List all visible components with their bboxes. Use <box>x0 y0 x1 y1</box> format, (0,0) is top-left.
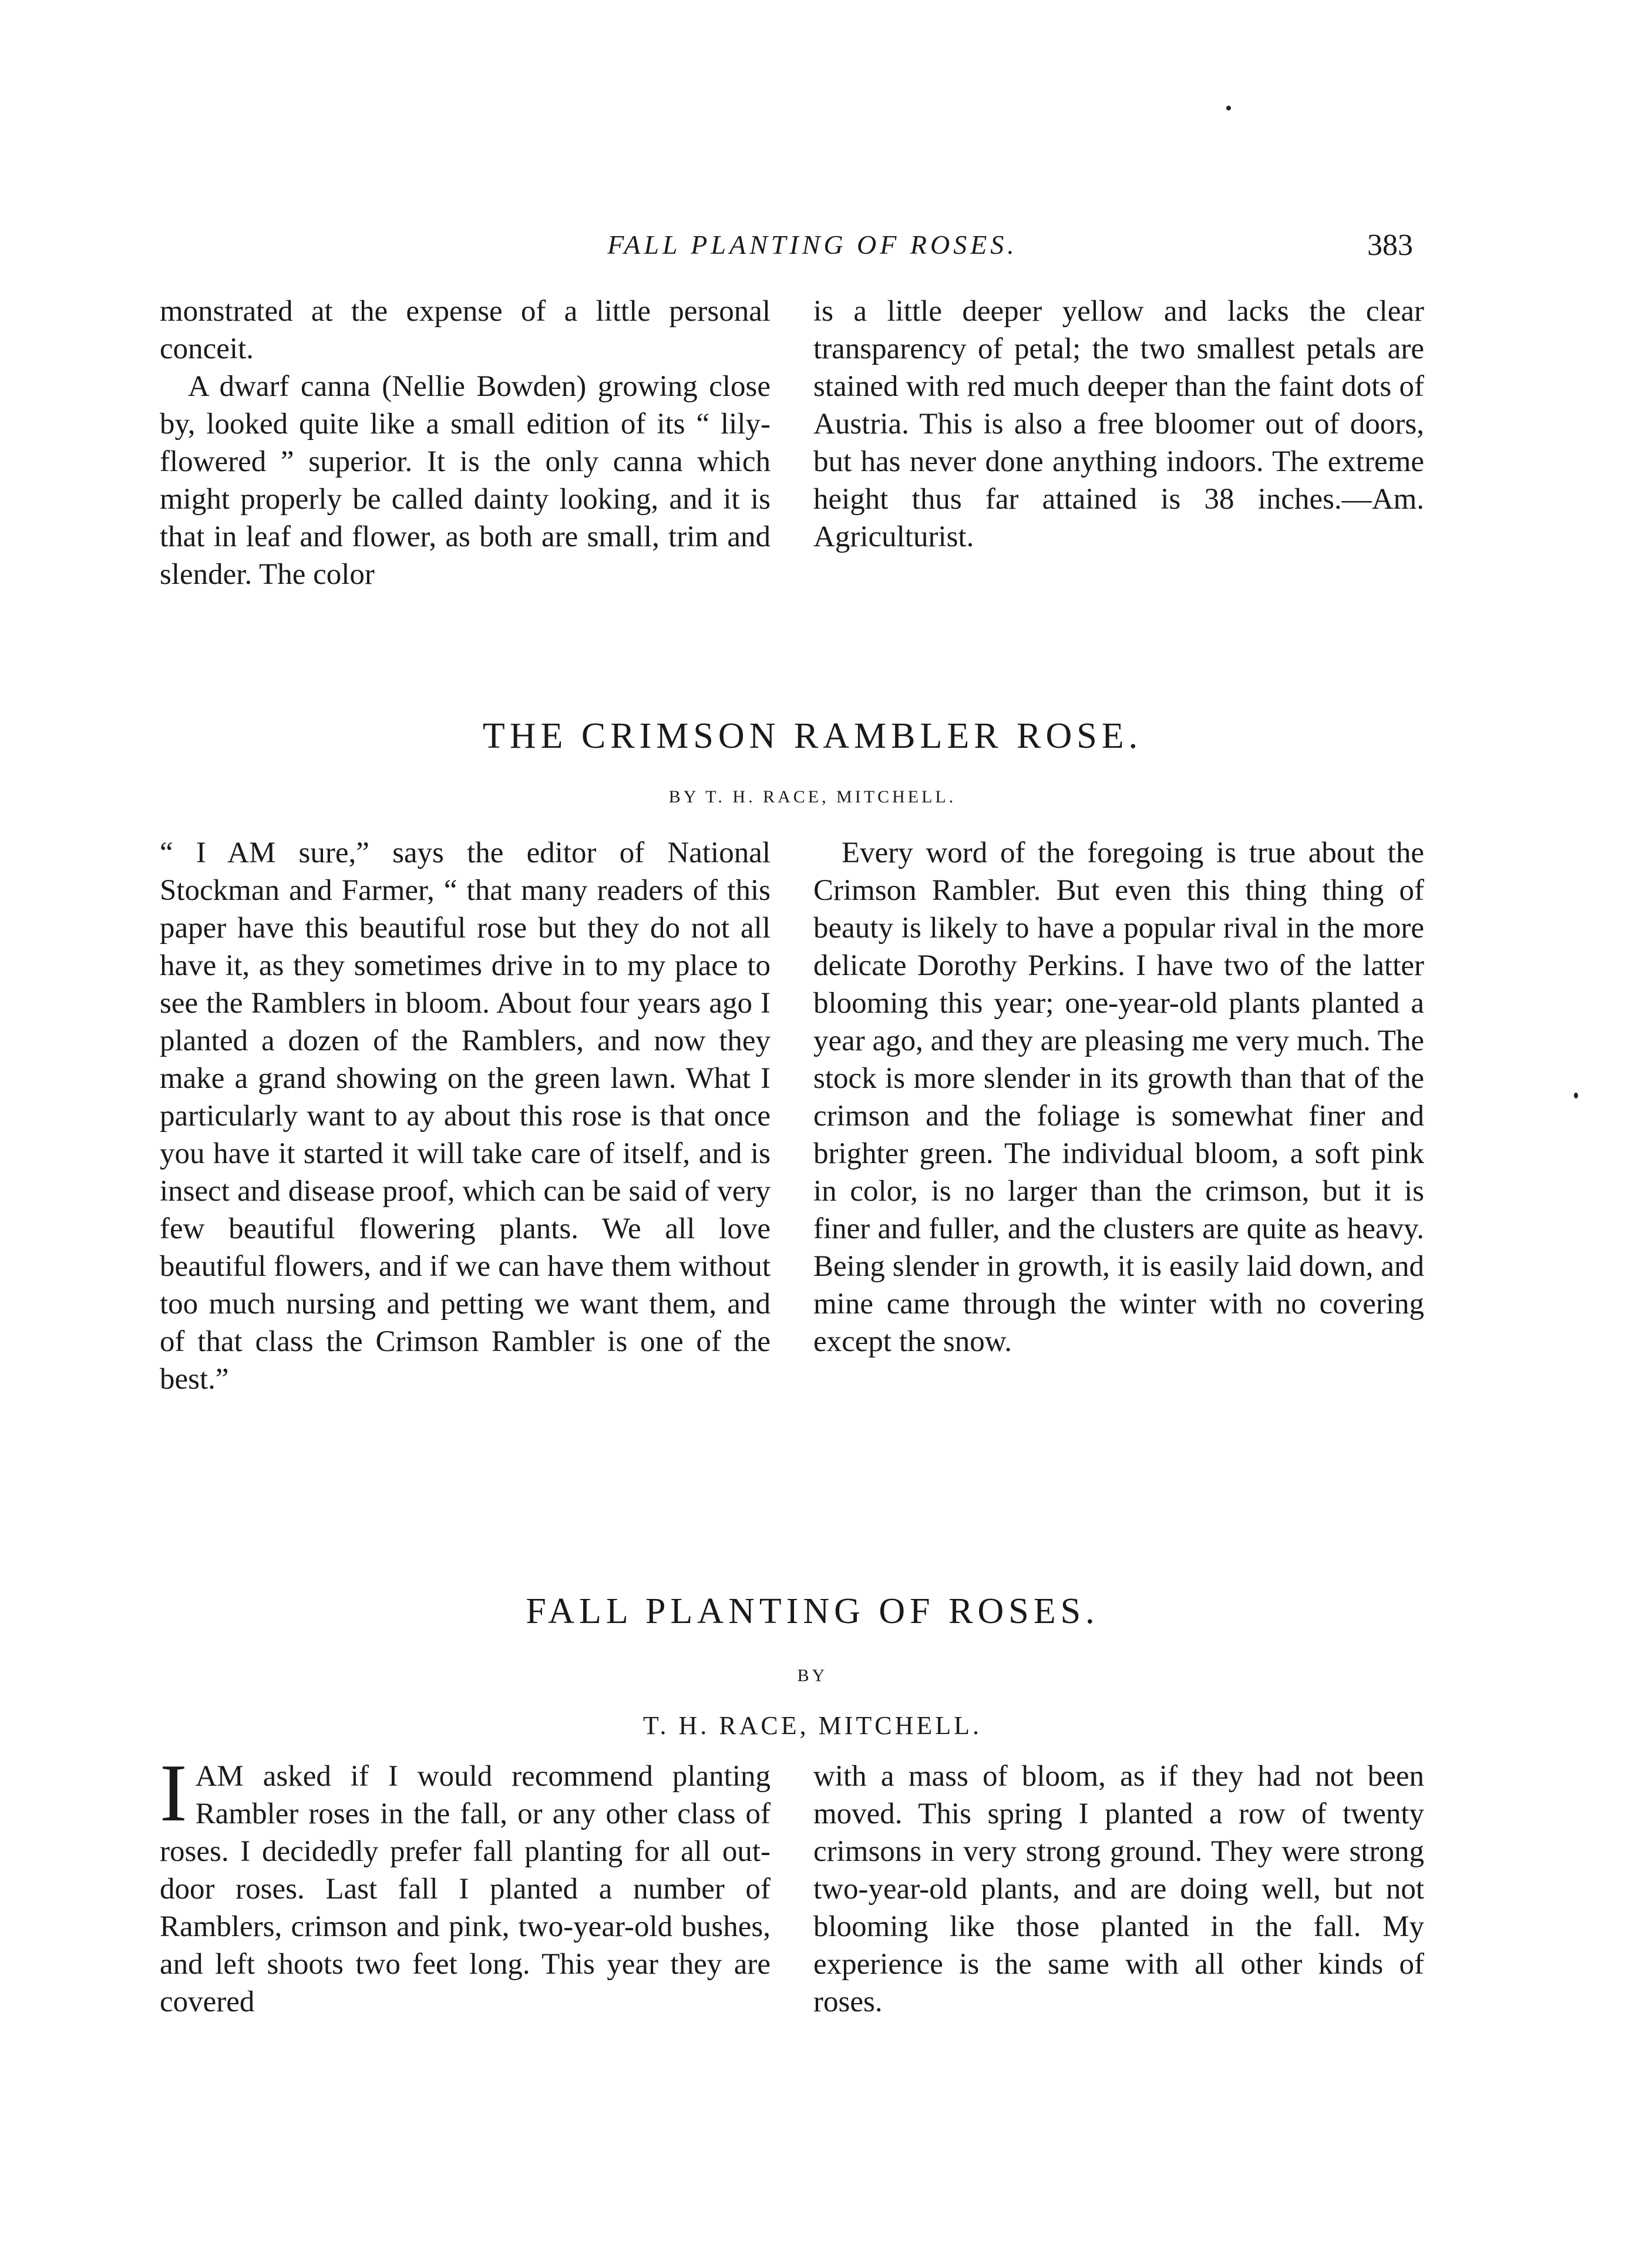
article2-left-column <box>160 1748 771 2021</box>
print-speck-margin <box>1574 1093 1578 1098</box>
print-speck-top <box>1226 106 1231 110</box>
article-by-label: BY <box>797 1666 828 1685</box>
article2-paragraph-right: with a mass of bloom, as if they had not been moved. This spring I planted a row of twenty crimsons in very strong ground. They were strong two-year-old plants, and are doing well, but not blooming like those planted in the fall. My experience is the same with all other kinds of roses. <box>813 1760 1424 2018</box>
article-byline-crimson-rambler: BY T. H. RACE, MITCHELL. <box>668 787 957 807</box>
page-number: 383 <box>1367 229 1413 262</box>
continuation-paragraph-3: is a little deeper yellow and lacks the clear transparency of petal; the two smallest petals are stained with red much deeper than the faint dots of Austria. This is also a free bloomer out of doors, but has never done anything indoors. The extreme height thus far attained is 38 inches.—Am. Agriculturist. <box>813 295 1424 553</box>
continuation-paragraph-1: monstrated at the expense of a little personal conceit. <box>160 295 771 365</box>
article2-right-column <box>813 1758 1424 2021</box>
article-title-fall-planting: FALL PLANTING OF ROSES. <box>526 1591 1099 1631</box>
article1-paragraph-left: “ I AM sure,” says the editor of National Stockman and Farmer, “ that many readers of this paper have this beautiful rose but they do not all have it, as they sometimes drive in to my place to see the Ramblers in bloom. About four years ago I planted a dozen of the Ramblers, and now they make a grand showing on the green lawn. What I particularly want to ay about this rose is that once you have it started it will take care of itself, and is insect and disease proof, which can be said of very few beautiful flowering plants. We all love beautiful flowers, and if we can have them without too much nursing and petting we want them, and of that class the Crimson Rambler is one of the best.” <box>160 836 771 1396</box>
article1-paragraph-right: Every word of the foregoing is true about the Crimson Rambler. But even this thing thing of beauty is likely to have a popular rival in the more delicate Dorothy Perkins. I have two of the latter blooming this year; one-year-old plants planted a year ago, and they are pleasing me very much. The stock is more slender in its growth than that of the crimson and the foliage is somewhat finer and brighter green. The individual bloom, a soft pink in color, is no larger than the crimson, but it is finer and fuller, and the clusters are quite as heavy. Being slender in growth, it is easily laid down, and mine came through the winter with no covering except the snow. <box>813 836 1424 1358</box>
continuation-paragraph-2: A dwarf canna (Nellie Bowden) growing close by, looked quite like a small edition of its “ lily-flowered ” superior. It is the only canna which might properly be called dainty looking, and it is that in leaf and flower, as both are small, trim and slender. The color <box>160 370 771 591</box>
article-title-crimson-rambler: THE CRIMSON RAMBLER ROSE. <box>482 716 1143 756</box>
running-head: FALL PLANTING OF ROSES. <box>607 230 1018 260</box>
article2-paragraph-left: IAM asked if I would recommend planting Rambler roses in the fall, or any other class of roses. I decidedly prefer fall planting for all out-door roses. Last fall I planted a number of Ramblers, crimson and pink, two-year-old bushes, and left shoots two feet long. This year they are covered <box>160 1748 771 2018</box>
continuation-left-column <box>160 293 771 593</box>
continuation-right-column <box>813 293 1424 556</box>
article1-right-column <box>813 834 1424 1360</box>
article1-left-column <box>160 834 771 1398</box>
article-author-fall-planting: T. H. RACE, MITCHELL. <box>642 1711 983 1740</box>
